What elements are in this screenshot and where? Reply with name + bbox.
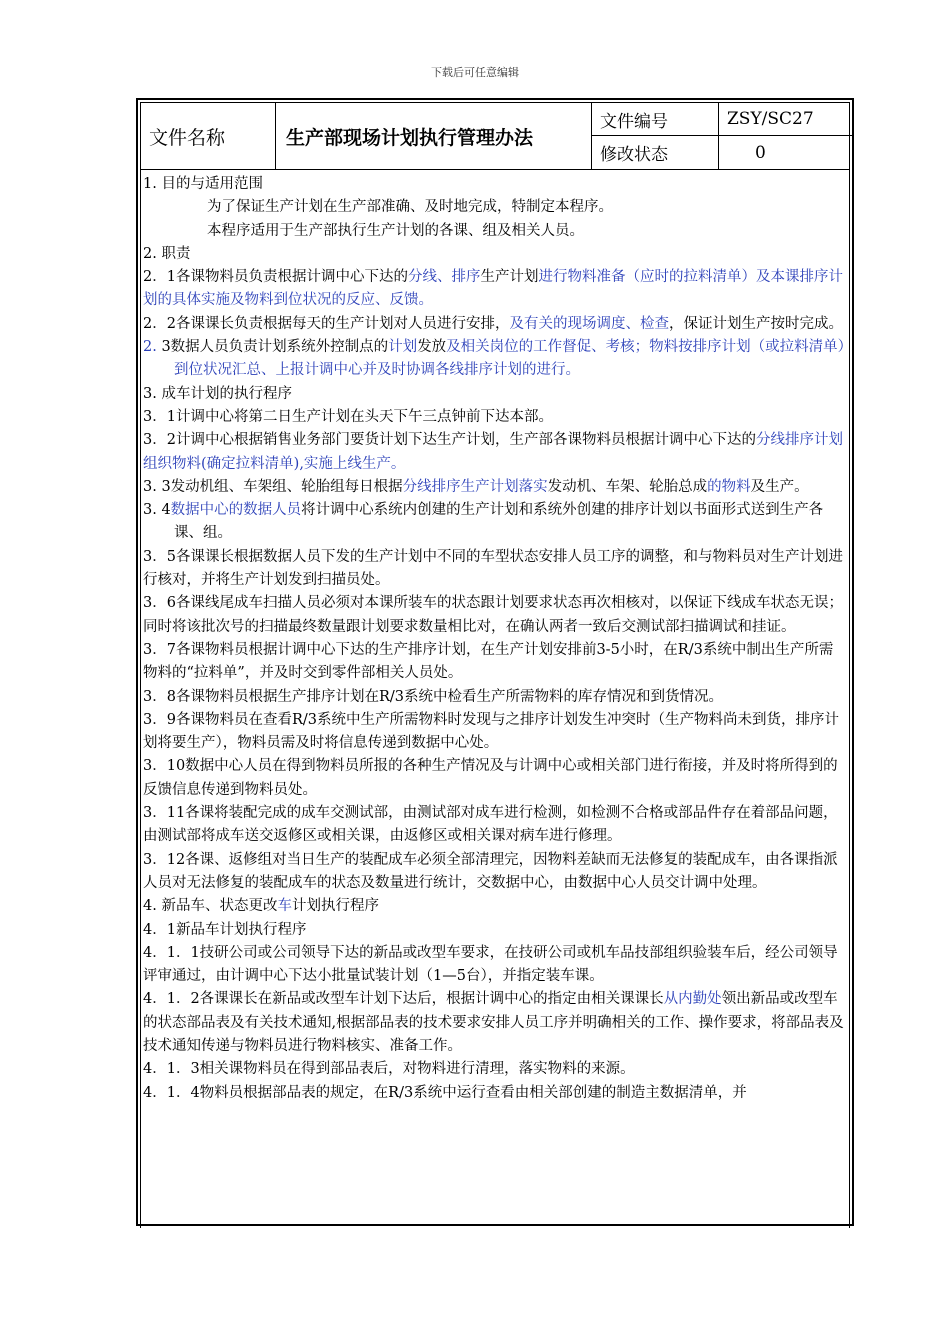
paragraph — [143, 406, 846, 429]
paragraph — [143, 802, 846, 849]
paragraph — [143, 849, 846, 896]
text-run: 从内勤处 — [663, 991, 722, 1008]
text-run: 2．1各课物料员负责根据计调中心下达的 — [143, 269, 408, 286]
text-run: 分线、排序 — [407, 269, 481, 286]
text-run: 3. 成车计划的执行程序 — [143, 385, 292, 402]
paragraph — [143, 895, 846, 918]
paragraph — [143, 499, 846, 546]
text-run: 3．8各课物料员根据生产排序计划在R/3系统中检看生产所需物料的库存情况和到货情况。 — [143, 688, 723, 705]
text-run: 1. 目的与适用范围 — [143, 176, 263, 192]
text-run: 4. 新品车、状态更改 — [143, 898, 278, 915]
text-run: 数据中心的数据人员 — [170, 502, 302, 519]
paragraph — [143, 220, 846, 243]
paragraph — [143, 429, 846, 476]
text-run: 及相关岗位的工作督促、考核；物料按排序计划（或拉料清单）到位状况汇总、上报计调中心并及时协调各线排序计划的进行。 — [174, 339, 845, 379]
text-run: 分线排序计划组织物料(确定拉料清单),实施上线生产。 — [143, 432, 843, 472]
paragraph — [143, 546, 846, 593]
header-row — [141, 103, 849, 170]
paragraph — [143, 1082, 846, 1105]
paragraph — [143, 476, 846, 499]
document-title: 生产部现场计划执行管理办法 — [276, 103, 592, 169]
paragraph — [143, 919, 846, 942]
paragraph — [143, 709, 846, 756]
text-run: 发动机、车架、轮胎总成 — [547, 478, 708, 495]
text-run: 发放 — [417, 339, 447, 356]
text-run: 4．1．3相关课物料员在得到部品表后，对物料进行清理，落实物料的来源。 — [143, 1061, 635, 1078]
text-run: 4．1．2各课课长在新品或改型车计划下达后，根据计调中心的指定由相关课课长 — [143, 991, 664, 1008]
text-run: 将计调中心系统内创建的生产计划和系统外创建的排序计划以书面形式送到生产各课、组。 — [174, 502, 824, 542]
paragraph — [143, 639, 846, 686]
paragraph — [143, 383, 846, 406]
text-run: 的物料 — [707, 478, 751, 495]
paragraph — [143, 266, 846, 313]
text-run: 3．10数据中心人员在得到物料员所报的各种生产情况及与计调中心或相关部门进行衔接，并及时将所得到的反馈信息传递到物料员处。 — [143, 758, 838, 798]
text-run: 3. 4 — [143, 502, 171, 519]
text-run: 2. 职责 — [143, 245, 191, 262]
text-run: 领出新品或改型车的状态部品表及有关技术通知,根据部品表的技术要求安排人员工序并明确相关的工作、操作要求，将部品表及技术通知传递与物料员进行物料核实、准备工作。 — [143, 991, 844, 1054]
text-run: 及有关的现场调度、检查 — [509, 315, 669, 332]
download-note: 下载后可任意编辑 — [431, 66, 519, 79]
text-run: 3．9各课物料员在查看R/3系统中生产所需物料时发现与之排序计划发生冲突时（生产物料尚未到货，排序计划将要生产），物料员需及时将信息传递到数据中心处。 — [143, 711, 839, 752]
text-run: 3．6各课线尾成车扫描人员必须对本课所装车的状态跟计划要求状态再次相核对，以保证下线成车状态无误；同时将该批次号的扫描最终数量跟计划要求数量相比对，在确认两者一致后交测试部扫描调试和挂证。 — [143, 595, 843, 635]
document-table — [136, 98, 854, 1226]
text-run: 计划执行程序 — [291, 898, 379, 915]
paragraph — [143, 592, 846, 639]
file-name-label: 文件名称 — [141, 103, 276, 169]
document-body — [143, 173, 846, 1105]
paragraph — [143, 942, 846, 989]
text-run: 3．7各课物料员根据计调中心下达的生产排序计划，在生产计划安排前3-5小时，在R/3系统中制出生产所需物料的“拉料单”，并及时交到零件部相关人员处。 — [143, 641, 834, 682]
text-run: 4．1新品车计划执行程序 — [143, 921, 307, 938]
text-run: 生产计划 — [480, 269, 539, 286]
text-run: 4．1．1技研公司或公司领导下达的新品或改型车要求，在技研公司或机车品技部组织验装车后，经公司领导评审通过，由计调中心下达小批量试装计划（1—5台），并指定装车课。 — [143, 944, 838, 985]
file-code-label: 文件编号 — [592, 103, 718, 136]
paragraph — [143, 313, 846, 336]
text-run: 3．12各课、返修组对当日生产的装配成车必须全部清理完，因物料差缺而无法修复的装配成车，由各课指派人员对无法修复的装配成车的状态及数量进行统计，交数据中心，由数据中心人员交计调中处理。 — [143, 851, 838, 891]
text-run: 3．5各课课长根据数据人员下发的生产计划中不同的车型状态安排人员工序的调整，和与物料员对生产计划进行核对，并将生产计划发到扫描员处。 — [143, 548, 843, 589]
text-run: 3．2计调中心根据销售业务部门要货计划下达生产计划，生产部各课物料员根据计调中心下达的 — [143, 432, 756, 449]
text-run: 3数据人员负责计划系统外控制点的 — [161, 339, 389, 356]
text-run: 车 — [277, 898, 292, 915]
text-run: ，保证计划生产按时完成。 — [668, 315, 843, 332]
text-run: 3．11各课将装配完成的成车交测试部，由测试部对成车进行检测，如检测不合格或部品件存在着部品问题，由测试部将成车送交返修区或相关课，由返修区或相关课对病车进行修理。 — [143, 805, 838, 845]
text-run: 计划 — [388, 339, 418, 356]
text-run: 及生产。 — [750, 478, 809, 495]
paragraph — [143, 243, 846, 266]
text-run: 进行物料准备（应时的拉料清单）及本课排序计划的具体实施及物料到位状况的反应、反馈。 — [143, 269, 843, 309]
revision-label: 修改状态 — [600, 145, 668, 165]
text-run: 2．2各课课长负责根据每天的生产计划对人员进行安排， — [143, 315, 510, 332]
revision-value: 0 — [755, 142, 766, 163]
file-code-value: ZSY/SC27 — [719, 103, 853, 136]
text-run: 本程序适用于生产部执行生产计划的各课、组及相关人员。 — [207, 222, 584, 239]
label-column — [592, 103, 719, 169]
text-run: 为了保证生产计划在生产部准确、及时地完成，特制定本程序。 — [207, 199, 613, 216]
value-column — [719, 103, 853, 169]
paragraph — [143, 755, 846, 802]
paragraph — [143, 173, 846, 196]
paragraph — [143, 196, 846, 219]
paragraph — [143, 686, 846, 709]
paragraph — [143, 1058, 846, 1081]
paragraph — [143, 336, 846, 383]
paragraph — [143, 988, 846, 1058]
text-run: 4．1．4物料员根据部品表的规定，在R/3系统中运行查看由相关部创建的制造主数据清单，并 — [143, 1084, 747, 1101]
text-run: 分线排序生产计划落实 — [402, 478, 548, 495]
text-run: 2. — [143, 339, 162, 356]
text-run: 3．1计调中心将第二日生产计划在头天下午三点钟前下达本部。 — [143, 408, 553, 425]
text-run: 3. 3发动机组、车架组、轮胎组每日根据 — [143, 478, 403, 495]
